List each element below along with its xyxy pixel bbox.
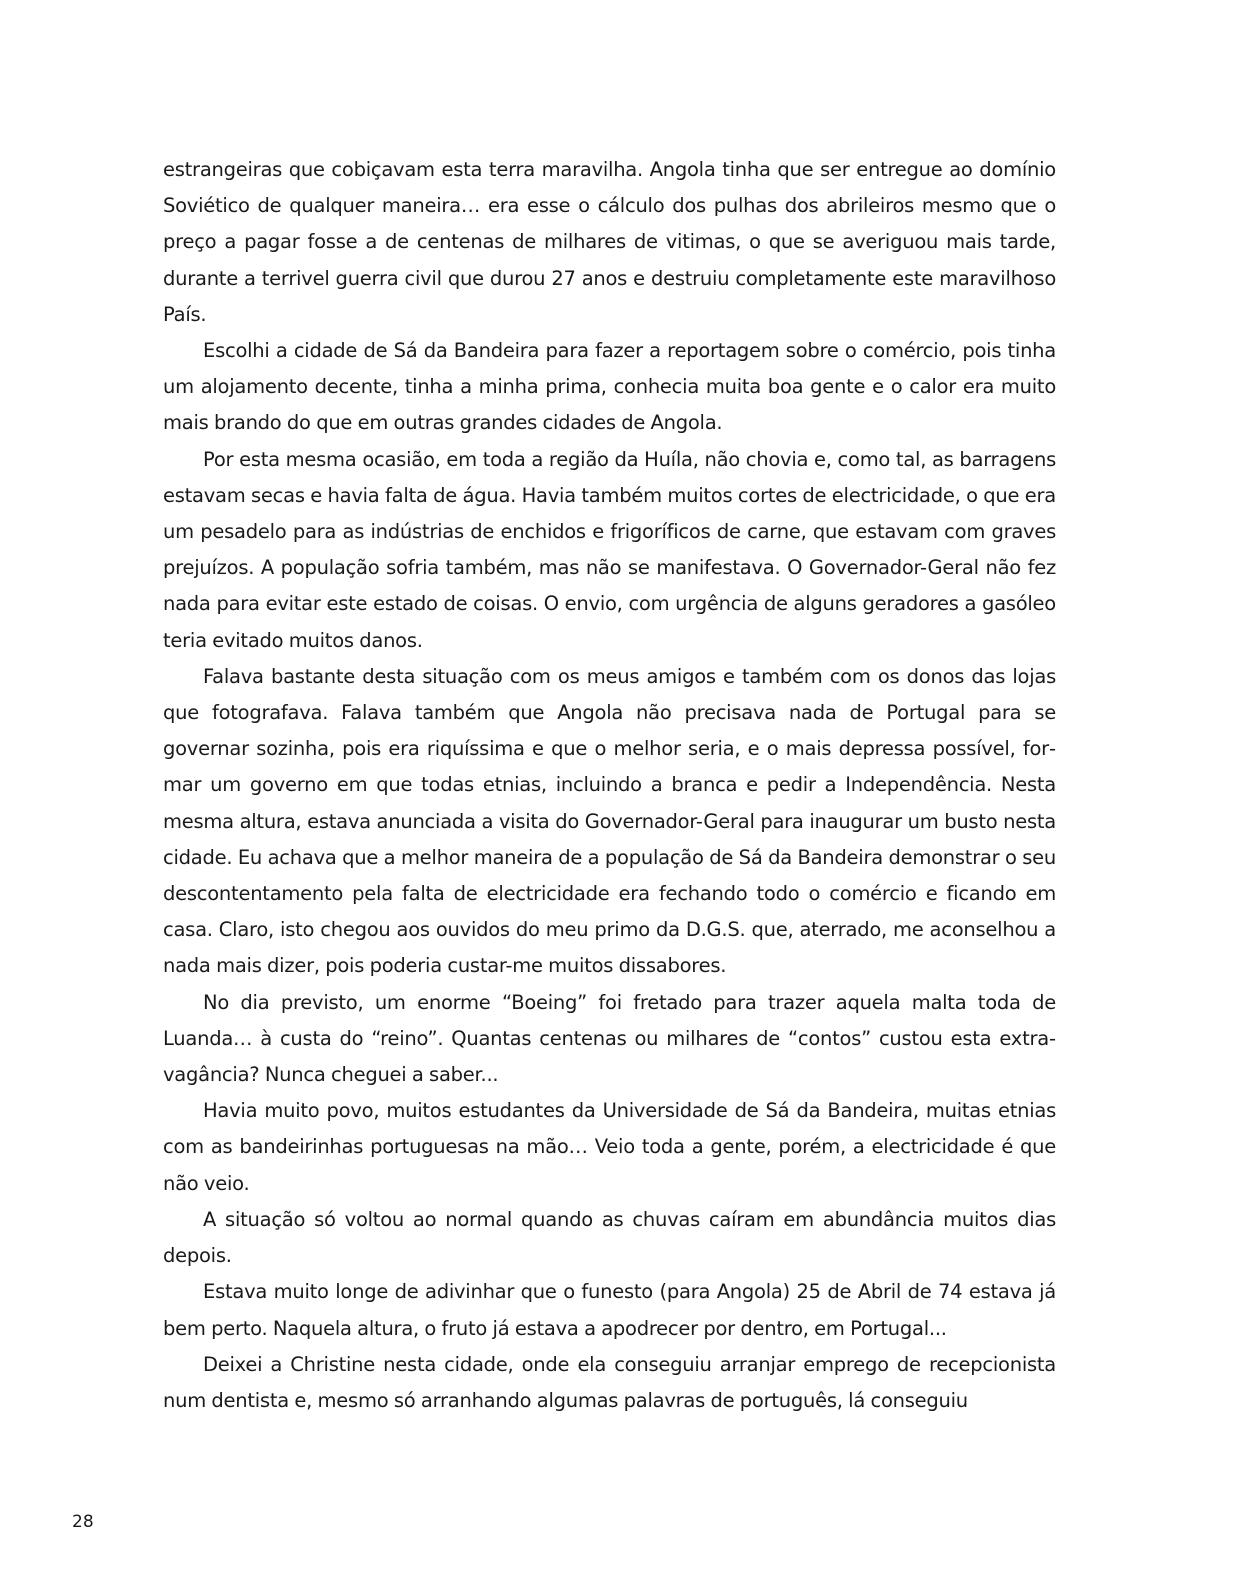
paragraph: Deixei a Christine nesta cidade, onde ela conseguiu arranjar emprego de recepcionista num dentista e, mesmo só arranhando algumas palavras de português, lá conseguiu bbox=[163, 1352, 1056, 1412]
paragraph: Falava bastante desta situação com os meus amigos e também com os donos das lojas que fotografava. Falava também que Angola não precisava nada de Portugal para se governar sozinha, pois era riquíssima e que o melhor seria, e o mais depressa possível, formar um governo em que todas etnias, incluindo a branca e pedir a Independência. Nesta mesma altura, estava anunciada a visita do Governador-Geral para inaugurar um busto nesta cidade. Eu achava que a melhor maneira de a população de Sá da Bandeira demonstrar o seu descontentamento pela falta de electricidade era fechando todo o comércio e ficando em casa. Claro, isto chegou aos ouvidos do meu primo da D.G.S. que, aterrado, me aconselhou a nada mais dizer, pois poderia custar-me muitos dissabores. bbox=[163, 664, 1056, 978]
paragraph: No dia previsto, um enorme “Boeing” foi fretado para trazer aquela malta toda de Luanda… à custa do “reino”. Quantas centenas ou milhares de “contos” custou esta extravagância? Nunca cheguei a saber... bbox=[163, 990, 1056, 1087]
paragraph: Por esta mesma ocasião, em toda a região da Huíla, não chovia e, como tal, as barragens estavam secas e havia falta de água. Havia também muitos cortes de electricidade, o que era um pesadelo para as indústrias de enchidos e frigoríficos de carne, que estavam com graves prejuízos. A população sofria também, mas não se manifestava. O Governador-Geral não fez nada para evitar este estado de coisas. O envio, com urgência de alguns geradores a gasóleo teria evitado muitos danos. bbox=[163, 447, 1056, 652]
paragraph: estrangeiras que cobiçavam esta terra maravilha. Angola tinha que ser entregue ao domínio Soviético de qualquer maneira… era esse o cálculo dos pulhas dos abrileiros mesmo que o preço a pagar fosse a de centenas de milhares de vitimas, o que se averiguou mais tarde, durante a terrivel guerra civil que durou 27 anos e destruiu completamente este maravilhoso País. bbox=[163, 158, 1056, 326]
paragraph: A situação só voltou ao normal quando as chuvas caíram em abundância muitos dias depois. bbox=[163, 1207, 1056, 1268]
page-number: 28 bbox=[72, 1512, 94, 1532]
body-text bbox=[163, 152, 1056, 1419]
paragraph: Estava muito longe de adivinhar que o funesto (para Angola) 25 de Abril de 74 estava já bem perto. Naquela altura, o fruto já estava a apodrecer por dentro, em Portugal... bbox=[163, 1280, 1056, 1340]
paragraph: Havia muito povo, muitos estudantes da Universidade de Sá da Bandeira, muitas etnias com as bandeirinhas portuguesas na mão… Veio toda a gente, porém, a electricidade é que não veio. bbox=[163, 1099, 1056, 1195]
paragraph: Escolhi a cidade de Sá da Bandeira para fazer a reportagem sobre o comércio, pois tinha um alojamento decente, tinha a minha prima, conhecia muita boa gente e o calor era muito mais brando do que em outras grandes cidades de Angola. bbox=[163, 339, 1056, 435]
